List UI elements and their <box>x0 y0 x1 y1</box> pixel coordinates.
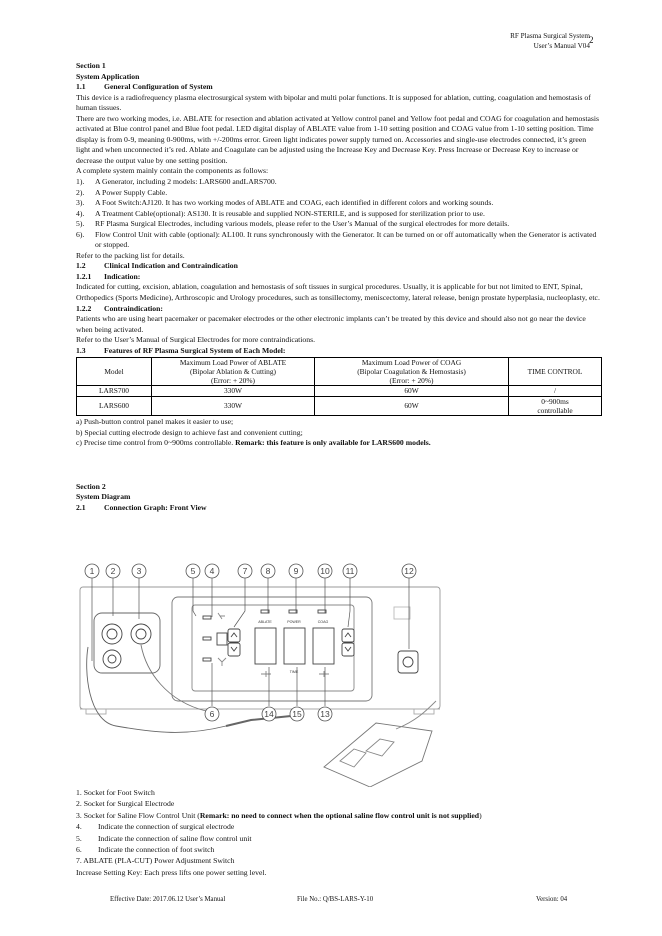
paragraph-components-intro: A complete system mainly contain the components as follows: <box>76 166 269 176</box>
list-item: 3). A Foot Switch:AJ120. It has two working modes of ABLATE and COAG, each identified in different colors and working sounds. <box>76 198 494 208</box>
heading-text: General Configuration of System <box>104 82 213 92</box>
heading-number: 1.2 <box>76 261 86 271</box>
footer-version: Version: 04 <box>536 896 568 903</box>
table-cell: 330W <box>152 396 315 415</box>
table-row <box>77 386 602 396</box>
heading-1-2-1 <box>76 272 602 283</box>
foot-switch-socket <box>102 624 122 644</box>
callout-13: 13 <box>320 709 330 719</box>
socket-panel <box>94 613 160 673</box>
panel-label-ablate: ABLATE <box>258 620 272 624</box>
callout-15: 15 <box>292 709 302 719</box>
list-item: 2). A Power Supply Cable. <box>76 187 168 197</box>
callouts <box>85 564 416 721</box>
panel-label-coag: COAG <box>317 620 329 624</box>
section-1-title: System Application <box>76 71 140 81</box>
panel-label-power: POWER <box>287 620 301 624</box>
main-content <box>76 61 602 513</box>
heading-1-2 <box>76 261 602 272</box>
table-cell: LARS700 <box>77 386 152 396</box>
list-item: 1). A Generator, including 2 models: LARS600 andLARS700. <box>76 177 277 187</box>
list-item-remark: Remark: no need to connect when the optional saline flow control unit is not supplied <box>199 810 480 820</box>
paragraph-contraindication: Patients who are using heart pacemaker or pacemaker electrodes or the other electronic implants can’t be treated by this device and should also not go near the device when being activated. <box>76 314 586 334</box>
table-header-cell: Maximum Load Power of COAG (Bipolar Coagulation & Hemostasis) (Error: + 20%) <box>315 357 509 386</box>
feature-b: b) Special cutting electrode design to achieve fast and convenient cutting; <box>76 427 303 437</box>
list-item: 4). A Treatment Cable(optional): AS130. It is reusable and supplied NON-STERILE, and is supposed for sterilization prior to use. <box>76 208 485 218</box>
footer-effective-date: Effective Date: 2017.06.12 User’s Manual <box>110 896 226 903</box>
paragraph-indication: Indicated for cutting, excision, ablation, coagulation and hemostasis of soft tissues in surgical procedures. Usually, it is applicable for but not limited to ENT, Spinal, Orthopedics (Sports Medicine), Arthroscopic and Urology procedures, such as tonsillectomy, meniscectomy, lateral release, benign prostate hyperplasia, nucleoplasty, etc. <box>76 282 600 303</box>
power-switch <box>398 651 418 673</box>
table-cell: / <box>509 386 602 396</box>
feature-a: a) Push-button control panel makes it easier to use; <box>76 417 234 427</box>
list-item: 5). RF Plasma Surgical Electrodes, including various models, please refer to the User’s Manual of the surgical electrodes for more details. <box>76 219 510 229</box>
callout-11: 11 <box>345 566 355 576</box>
section-2-label: Section 2 <box>76 481 106 491</box>
page-header <box>510 31 590 51</box>
list-item: 7. ABLATE (PLA-CUT) Power Adjustment Switch <box>76 856 235 866</box>
components-list <box>76 177 602 251</box>
callout-1: 1 <box>89 566 95 576</box>
feature-c: c) Precise time control from 0~900ms controllable. Remark: this feature is only available for LARS600 models. <box>76 438 431 448</box>
electrode-socket <box>131 624 151 644</box>
callout-2: 2 <box>110 566 116 576</box>
ablate-decrease-key <box>228 643 240 656</box>
heading-text: Clinical Indication and Contraindication <box>104 261 238 271</box>
table-cell: 330W <box>152 386 315 396</box>
ablate-increase-key <box>228 629 240 642</box>
callout-14: 14 <box>264 709 274 719</box>
callout-10: 10 <box>320 566 330 576</box>
section-2-title: System Diagram <box>76 492 131 502</box>
list-item: 4. Indicate the connection of surgical electrode <box>76 822 235 832</box>
heading-text: Features of RF Plasma Surgical System of Each Model: <box>104 345 286 355</box>
list-item: 2. Socket for Surgical Electrode <box>76 799 175 809</box>
list-item: Increase Setting Key: Each press lifts one power setting level. <box>76 867 267 877</box>
feature-c-remark: Remark: this feature is only available for LARS600 models. <box>235 438 431 448</box>
list-item: 6). Flow Control Unit with cable (optional): AL100. It runs synchronously with the Generator. It can be turned on or off automatically when the Generator is activated or stopped. <box>76 229 597 250</box>
table-cell: 60W <box>315 386 509 396</box>
page-number: 2 <box>589 35 594 45</box>
heading-number: 1.2.2 <box>76 303 92 313</box>
callout-8: 8 <box>265 566 271 576</box>
table-header-cell: Model <box>77 357 152 386</box>
panel-label-time: TIME <box>289 670 299 674</box>
saline-socket <box>103 650 121 668</box>
paragraph-intro: This device is a radiofrequency plasma electrosurgical system with bipolar and multi polar functions. It is supposed for ablation, cutting, coagulation and hemostasis of human tissues. <box>76 92 591 113</box>
heading-number: 1.2.1 <box>76 271 92 281</box>
heading-2-1 <box>76 503 602 514</box>
table-header-row <box>77 357 602 386</box>
callout-4: 4 <box>209 566 215 576</box>
callout-7: 7 <box>242 566 248 576</box>
footer-file-number: File No.: Q/BS-LARS-Y-10 <box>297 896 374 903</box>
table-header-cell: Maximum Load Power of ABLATE (Bipolar Ablation & Cutting) (Error: + 20%) <box>152 357 315 386</box>
diagram-legend-list <box>76 787 602 878</box>
table-header-cell: TIME CONTROL <box>509 357 602 386</box>
heading-text: Connection Graph: Front View <box>104 502 207 512</box>
list-item: 6. Indicate the connection of foot switch <box>76 845 215 855</box>
heading-number: 2.1 <box>76 502 86 512</box>
callout-5: 5 <box>190 566 196 576</box>
table-cell: LARS600 <box>77 396 152 415</box>
callout-9: 9 <box>293 566 299 576</box>
paragraph-modes: There are two working modes, i.e. ABLATE for resection and ablation activated at Yellow control panel and Yellow foot pedal and COAG for coagulation and hemostasis activated at Blue control panel and Blue foot pedal. LED digital display of ABLATE value from 1-10 setting position and COAG value from 1-10 setting position. Time display is from 0-9, meaning 0-900ms, with +/-200ms error. Green light indicates power supply turned on. Accessories and single-use electrodes connected, it’s green light and when unconnected it’s red. Ablate and Coagulate can be adjusted using the Increase Key and Decrease Key. Press Increase or Decrease Key to increase or decrease the output value by one setting position. <box>76 113 600 165</box>
table-cell: 60W <box>315 396 509 415</box>
coag-increase-key <box>342 629 354 642</box>
front-view-diagram <box>76 561 444 787</box>
callout-6: 6 <box>209 709 215 719</box>
coag-decrease-key <box>342 643 354 656</box>
heading-1-1 <box>76 82 602 93</box>
heading-number: 1.3 <box>76 345 86 355</box>
paragraph-packing: Refer to the packing list for details. <box>76 250 185 260</box>
heading-text: Contraindication: <box>104 303 163 313</box>
callout-12: 12 <box>404 566 414 576</box>
table-cell: 0~900ms controllable <box>509 396 602 415</box>
header-subtitle: User’s Manual V04 <box>533 42 590 50</box>
features-table <box>76 357 602 416</box>
heading-1-2-2 <box>76 304 602 315</box>
heading-text: Indication: <box>104 271 141 281</box>
list-item: 1. Socket for Foot Switch <box>76 788 155 797</box>
header-title: RF Plasma Surgical System <box>510 32 590 40</box>
table-row <box>77 396 602 415</box>
list-item: 5. Indicate the connection of saline flow control unit <box>76 833 252 843</box>
coag-display <box>313 628 334 664</box>
heading-1-3 <box>76 346 602 357</box>
callout-3: 3 <box>136 566 142 576</box>
section-1-label: Section 1 <box>76 61 106 70</box>
paragraph-refer-electrodes: Refer to the User’s Manual of Surgical Electrodes for more contraindications. <box>76 335 316 345</box>
time-display <box>284 628 305 664</box>
ablate-display <box>255 628 276 664</box>
list-item: 3. Socket for Saline Flow Control Unit (Remark: no need to connect when the optional saline flow control unit is not supplied) <box>76 810 482 820</box>
heading-number: 1.1 <box>76 82 86 92</box>
